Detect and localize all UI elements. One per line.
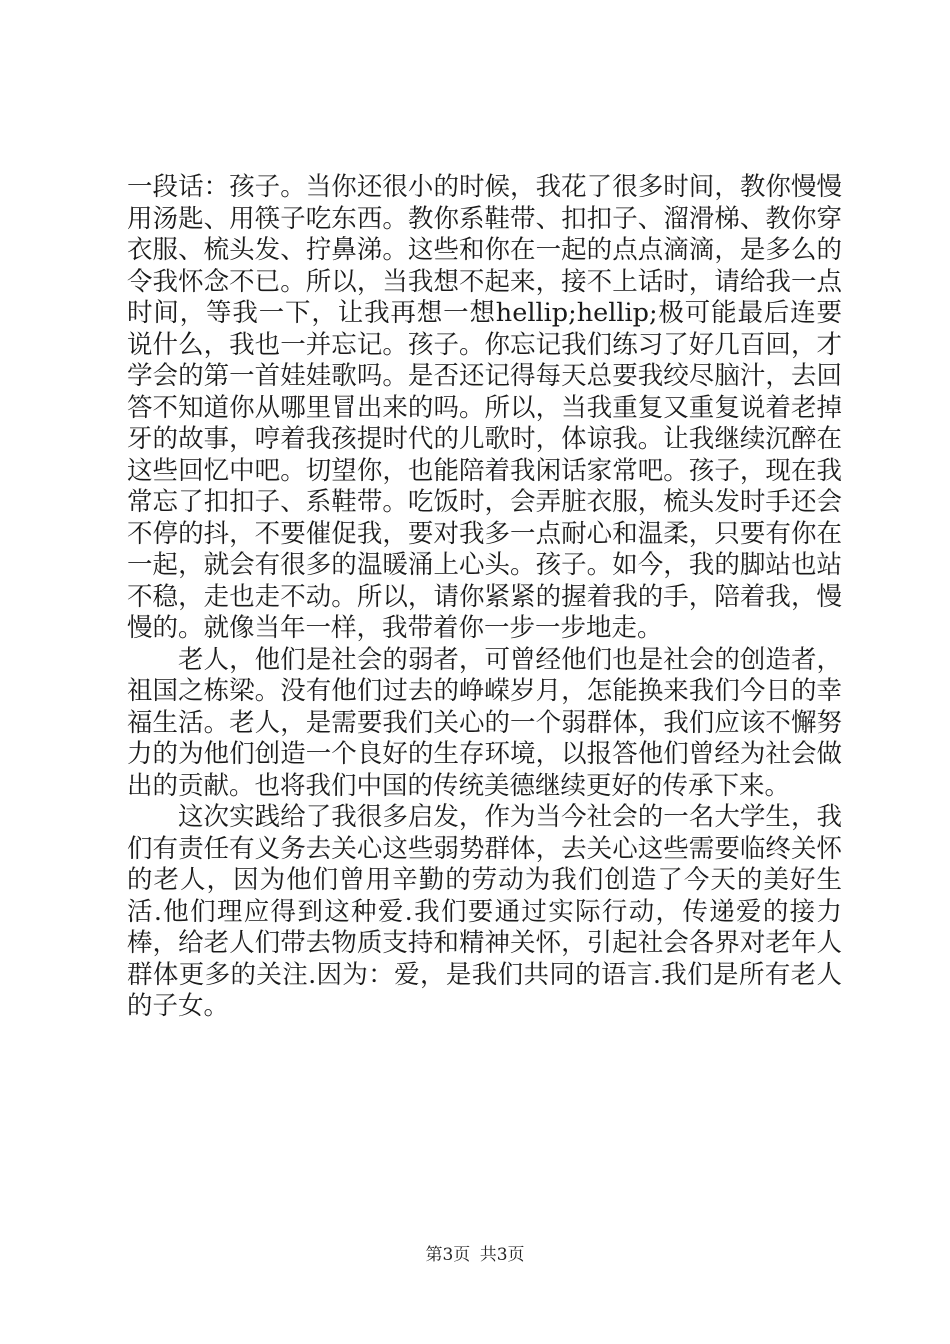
document-body	[127, 172, 842, 1023]
paragraph-2: 老人，他们是社会的弱者，可曾经他们也是社会的创造者，祖国之栋梁。没有他们过去的峥嵘岁月，怎能换来我们今日的幸福生活。老人，是需要我们关心的一个弱群体，我们应该不懈努力的为他们创造一个良好的生存环境，以报答他们曾经为社会做出的贡献。也将我们中国的传统美德继续更好的传承下来。	[127, 644, 842, 801]
page-total: 共3页	[479, 1245, 525, 1265]
page-footer	[0, 1244, 950, 1266]
page-number: 第3页	[425, 1245, 471, 1265]
paragraph-1: 一段话：孩子。当你还很小的时候，我花了很多时间，教你慢慢用汤匙、用筷子吃东西。教你系鞋带、扣扣子、溜滑梯、教你穿衣服、梳头发、拧鼻涕。这些和你在一起的点点滴滴，是多么的令我怀念不已。所以，当我想不起来，接不上话时，请给我一点时间，等我一下，让我再想一想hellip;hellip;极可能最后连要说什么，我也一并忘记。孩子。你忘记我们练习了好几百回，才学会的第一首娃娃歌吗。是否还记得每天总要我绞尽脑汁，去回答不知道你从哪里冒出来的吗。所以，当我重复又重复说着老掉牙的故事，哼着我孩提时代的儿歌时，体谅我。让我继续沉醉在这些回忆中吧。切望你，也能陪着我闲话家常吧。孩子，现在我常忘了扣扣子、系鞋带。吃饭时，会弄脏衣服，梳头发时手还会不停的抖，不要催促我，要对我多一点耐心和温柔，只要有你在一起，就会有很多的温暖涌上心头。孩子。如今，我的脚站也站不稳，走也走不动。所以，请你紧紧的握着我的手，陪着我，慢慢的。就像当年一样，我带着你一步一步地走。	[127, 172, 842, 643]
paragraph-3: 这次实践给了我很多启发，作为当今社会的一名大学生，我们有责任有义务去关心这些弱势群体，去关心这些需要临终关怀的老人，因为他们曾用辛勤的劳动为我们创造了今天的美好生活.他们理应得到这种爱.我们要通过实际行动，传递爱的接力棒，给老人们带去物质支持和精神关怀，引起社会各界对老年人群体更多的关注.因为：爱，是我们共同的语言.我们是所有老人的子女。	[127, 802, 842, 1021]
